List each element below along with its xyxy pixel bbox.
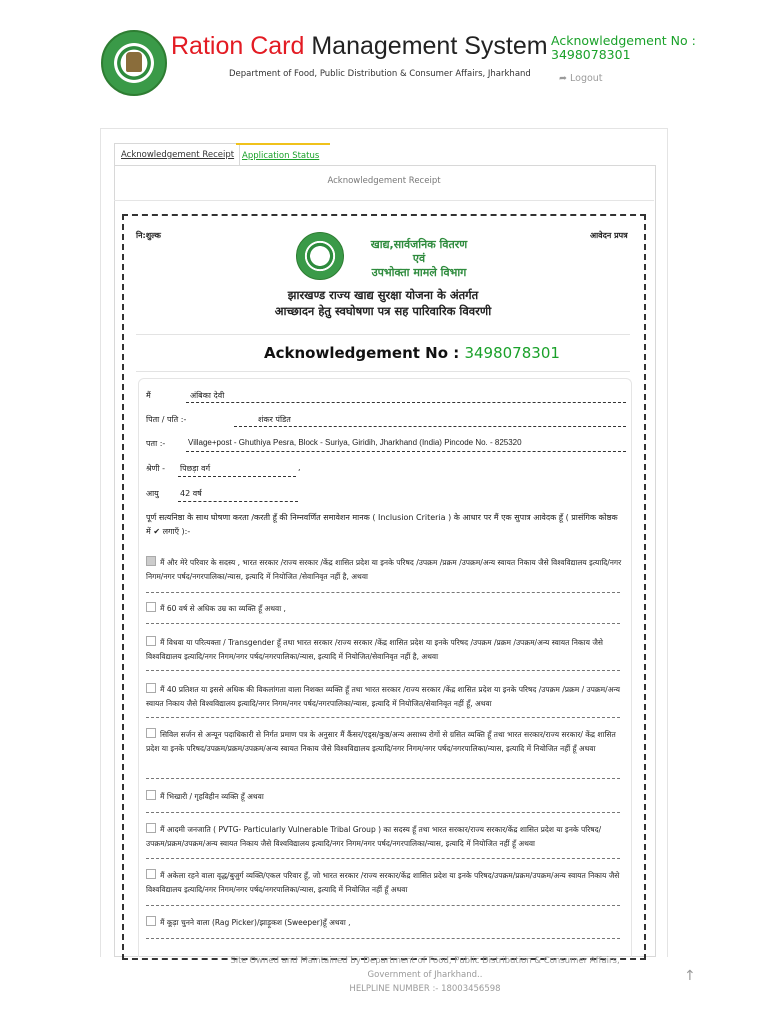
- receipt-acknowledgement: Acknowledgement No : 3498078301: [264, 344, 560, 362]
- category-label: श्रेणी -: [146, 464, 165, 473]
- criteria-checkbox[interactable]: [146, 556, 156, 566]
- father-label: पिता / पति :-: [146, 415, 187, 424]
- department-name: Department of Food, Public Distribution & Consumer Affairs, Jharkhand: [229, 69, 531, 79]
- footer-owner: Site Owned and Maintained by Department of Food, Public Distribution & Consumer Affairs,: [230, 956, 620, 966]
- address-label: पता :-: [146, 439, 166, 448]
- divider: [136, 334, 630, 335]
- panel-heading: Acknowledgement Receipt: [327, 176, 441, 186]
- criteria-checkbox[interactable]: [146, 790, 156, 800]
- criteria-checkbox[interactable]: [146, 728, 156, 738]
- criteria-checkbox[interactable]: [146, 869, 156, 879]
- form-label: आवेदन प्रपत्र: [590, 231, 628, 240]
- criteria-item: मैं विधवा या परित्यक्ता / Transgender हूँ तथा भारत सरकार /राज्य सरकार /केंद्र शासित प्रदेश या इनके परिषद /उपक्रम /प्रक्रम /उपक्रम/अन्य स्वायत निकाय जैसे विश्वविद्यालय इत्यादि/नगर निगम/नगर पर्षद/नगरपालिका/न्यास, इत्यादि में नियोजित/सेवानिवृत नहीं है, अथवा: [146, 638, 603, 661]
- age-label: आयु: [146, 489, 159, 498]
- criteria-checkbox[interactable]: [146, 602, 156, 612]
- category-value: पिछड़ा वर्ग: [180, 464, 211, 473]
- logout-label: Logout: [570, 73, 603, 84]
- criteria-item: मैं आदमी जनजाति ( PVTG- Particularly Vulnerable Tribal Group ) का सदस्य हूँ तथा भारत सरकार/राज्य सरकार/केंद्र शासित प्रदेश या इनके परिषद/उपक्रम/प्रक्रम/उपक्रम/अन्य स्वायत निकाय जैसे विश्वविद्यालय इत्यादि/नगर निगम/नगर पर्षद/नगरपालिका/न्यास, इत्यादि में नियोजित नहीं हूँ अथवा: [146, 825, 602, 848]
- header-acknowledgement: [551, 34, 696, 62]
- logout-link[interactable]: [559, 73, 603, 84]
- criteria-checkbox[interactable]: [146, 683, 156, 693]
- criteria-item: मैं कूड़ा चुनने वाला (Rag Picker)/झाड़ूकश (Sweeper)हूँ अथवा ,: [146, 916, 622, 930]
- scheme-title-line2: आच्छादन हेतु स्वघोषणा पत्र सह पारिवारिक विवरणी: [274, 304, 492, 318]
- header-ack-label: Acknowledgement No :: [551, 33, 696, 48]
- address-value: Village+post - Ghuthiya Pesra, Block - Suriya, Giridih, Jharkhand (India) Pincode No. - 825320: [188, 438, 522, 447]
- age-value: 42 वर्ष: [180, 489, 202, 498]
- criteria-checkbox[interactable]: [146, 916, 156, 926]
- department-logo-text: खाद्य,सार्वजनिक वितरण एवं उपभोक्ता मामले विभाग: [370, 238, 468, 279]
- criteria-item: मैं और मेरे परिवार के सदस्य , भारत सरकार /राज्य सरकार /केंद्र शासित प्रदेश या इनके परिषद /उपक्रम /प्रक्रम /उपक्रम/अन्य स्वायत निकाय जैसे विश्वविद्यालय इत्यादि/नगर निगम/नगर पर्षद/नगरपालिका/न्यास, इत्यादि में नियोजित /सेवानिवृत नहीं है, अथवा: [146, 558, 622, 581]
- site-footer: [200, 954, 650, 996]
- criteria-item: सिविल सर्जन से अन्यून पदाधिकारी से निर्गत प्रमाण पत्र के अनुसार मैं कैंसर/एड्स/कुष्ठ/अन्य असाध्य रोगों से ग्रसित व्यक्ति हूँ तथा भारत सरकार/राज्य सरकार/ केंद्र शासित प्रदेश या इनके परिषद/उपक्रम/प्रक्रम/उपक्रम/अन्य स्वायत निकाय जैसे विश्वविद्यालय इत्यादि/नगर निगम/नगर पर्षद/नगरपालिका/न्यास, इत्यादि में नियोजित नहीं हूँ अथवा: [146, 730, 616, 753]
- criteria-checkbox[interactable]: [146, 636, 156, 646]
- criteria-checkbox[interactable]: [146, 823, 156, 833]
- applicant-name: अंबिका देवी: [190, 391, 225, 400]
- tab-acknowledgement-receipt[interactable]: Acknowledgement Receipt: [114, 143, 240, 166]
- declaration-text: पूर्ण सत्यनिष्ठा के साथ घोषणा करता /करती हूँ की निम्नवर्णित समावेशन मानक ( Inclusion Criteria ) के आधार पर मैं एक सुपात्र आवेदक हूँ ( प्रासंगिक कोष्ठक में ✔ लगाएँ ):-: [146, 513, 618, 536]
- logout-icon: ➦: [559, 73, 567, 84]
- scroll-up-icon[interactable]: ↑: [684, 968, 696, 984]
- receipt-ack-number: 3498078301: [464, 344, 560, 362]
- jharkhand-emblem-icon: [101, 30, 167, 96]
- site-header: [0, 0, 768, 130]
- criteria-item: मैं भिखारी / गृहविहीन व्यक्ति हूँ अथवा: [146, 790, 622, 804]
- system-title: Ration Card Management System: [171, 32, 548, 60]
- footer-government: Government of Jharkhand..: [367, 970, 483, 980]
- department-emblem-icon: [296, 232, 344, 280]
- criteria-item: मैं अकेला रहने वाला वृद्ध/बुजुर्ग व्यक्ति/एकल परिवार हूँ, जो भारत सरकार /राज्य सरकार/केंद्र शासित प्रदेश या इनके परिषद/उपक्रम/प्रक्रम/उपक्रम/अन्य स्वायत निकाय जैसे विश्वविद्यालय इत्यादि/नगर निगम/नगर पर्षद/नगरपालिका/न्यास, इत्यादि में नियोजित नहीं हूँ अथवा: [146, 871, 620, 894]
- tab-application-status[interactable]: Application Status: [236, 143, 330, 167]
- footer-helpline: HELPLINE NUMBER :- 18003456598: [349, 984, 501, 994]
- divider: [114, 200, 654, 201]
- divider: [136, 371, 630, 372]
- header-ack-number: 3498078301: [551, 47, 631, 62]
- applicant-label: मैं: [146, 391, 151, 400]
- criteria-item: मैं 60 वर्ष से अधिक उम्र का व्यक्ति हूँ अथवा ,: [146, 602, 622, 616]
- scheme-title-line1: झारखण्ड राज्य खाद्य सुरक्षा योजना के अंतर्गत: [287, 288, 479, 302]
- father-name: शंकर पंडित: [258, 415, 291, 424]
- criteria-item: मैं 40 प्रतिशत या इससे अधिक की विकलांगता वाला निशक्त व्यक्ति हूँ तथा भारत सरकार /राज्य सरकार /केंद्र शासित प्रदेश या इनके परिषद /उपक्रम /प्रक्रम / उपक्रम/अन्य स्वायत निकाय जैसे विश्वविद्यालय इत्यादि/नगर निगम/नगर पर्षद/नगरपालिका/न्यास, इत्यादि में नियोजित/सेवानिवृत नहीं हूँ, अथवा: [146, 685, 620, 708]
- free-label: नि:शुल्क: [136, 231, 161, 240]
